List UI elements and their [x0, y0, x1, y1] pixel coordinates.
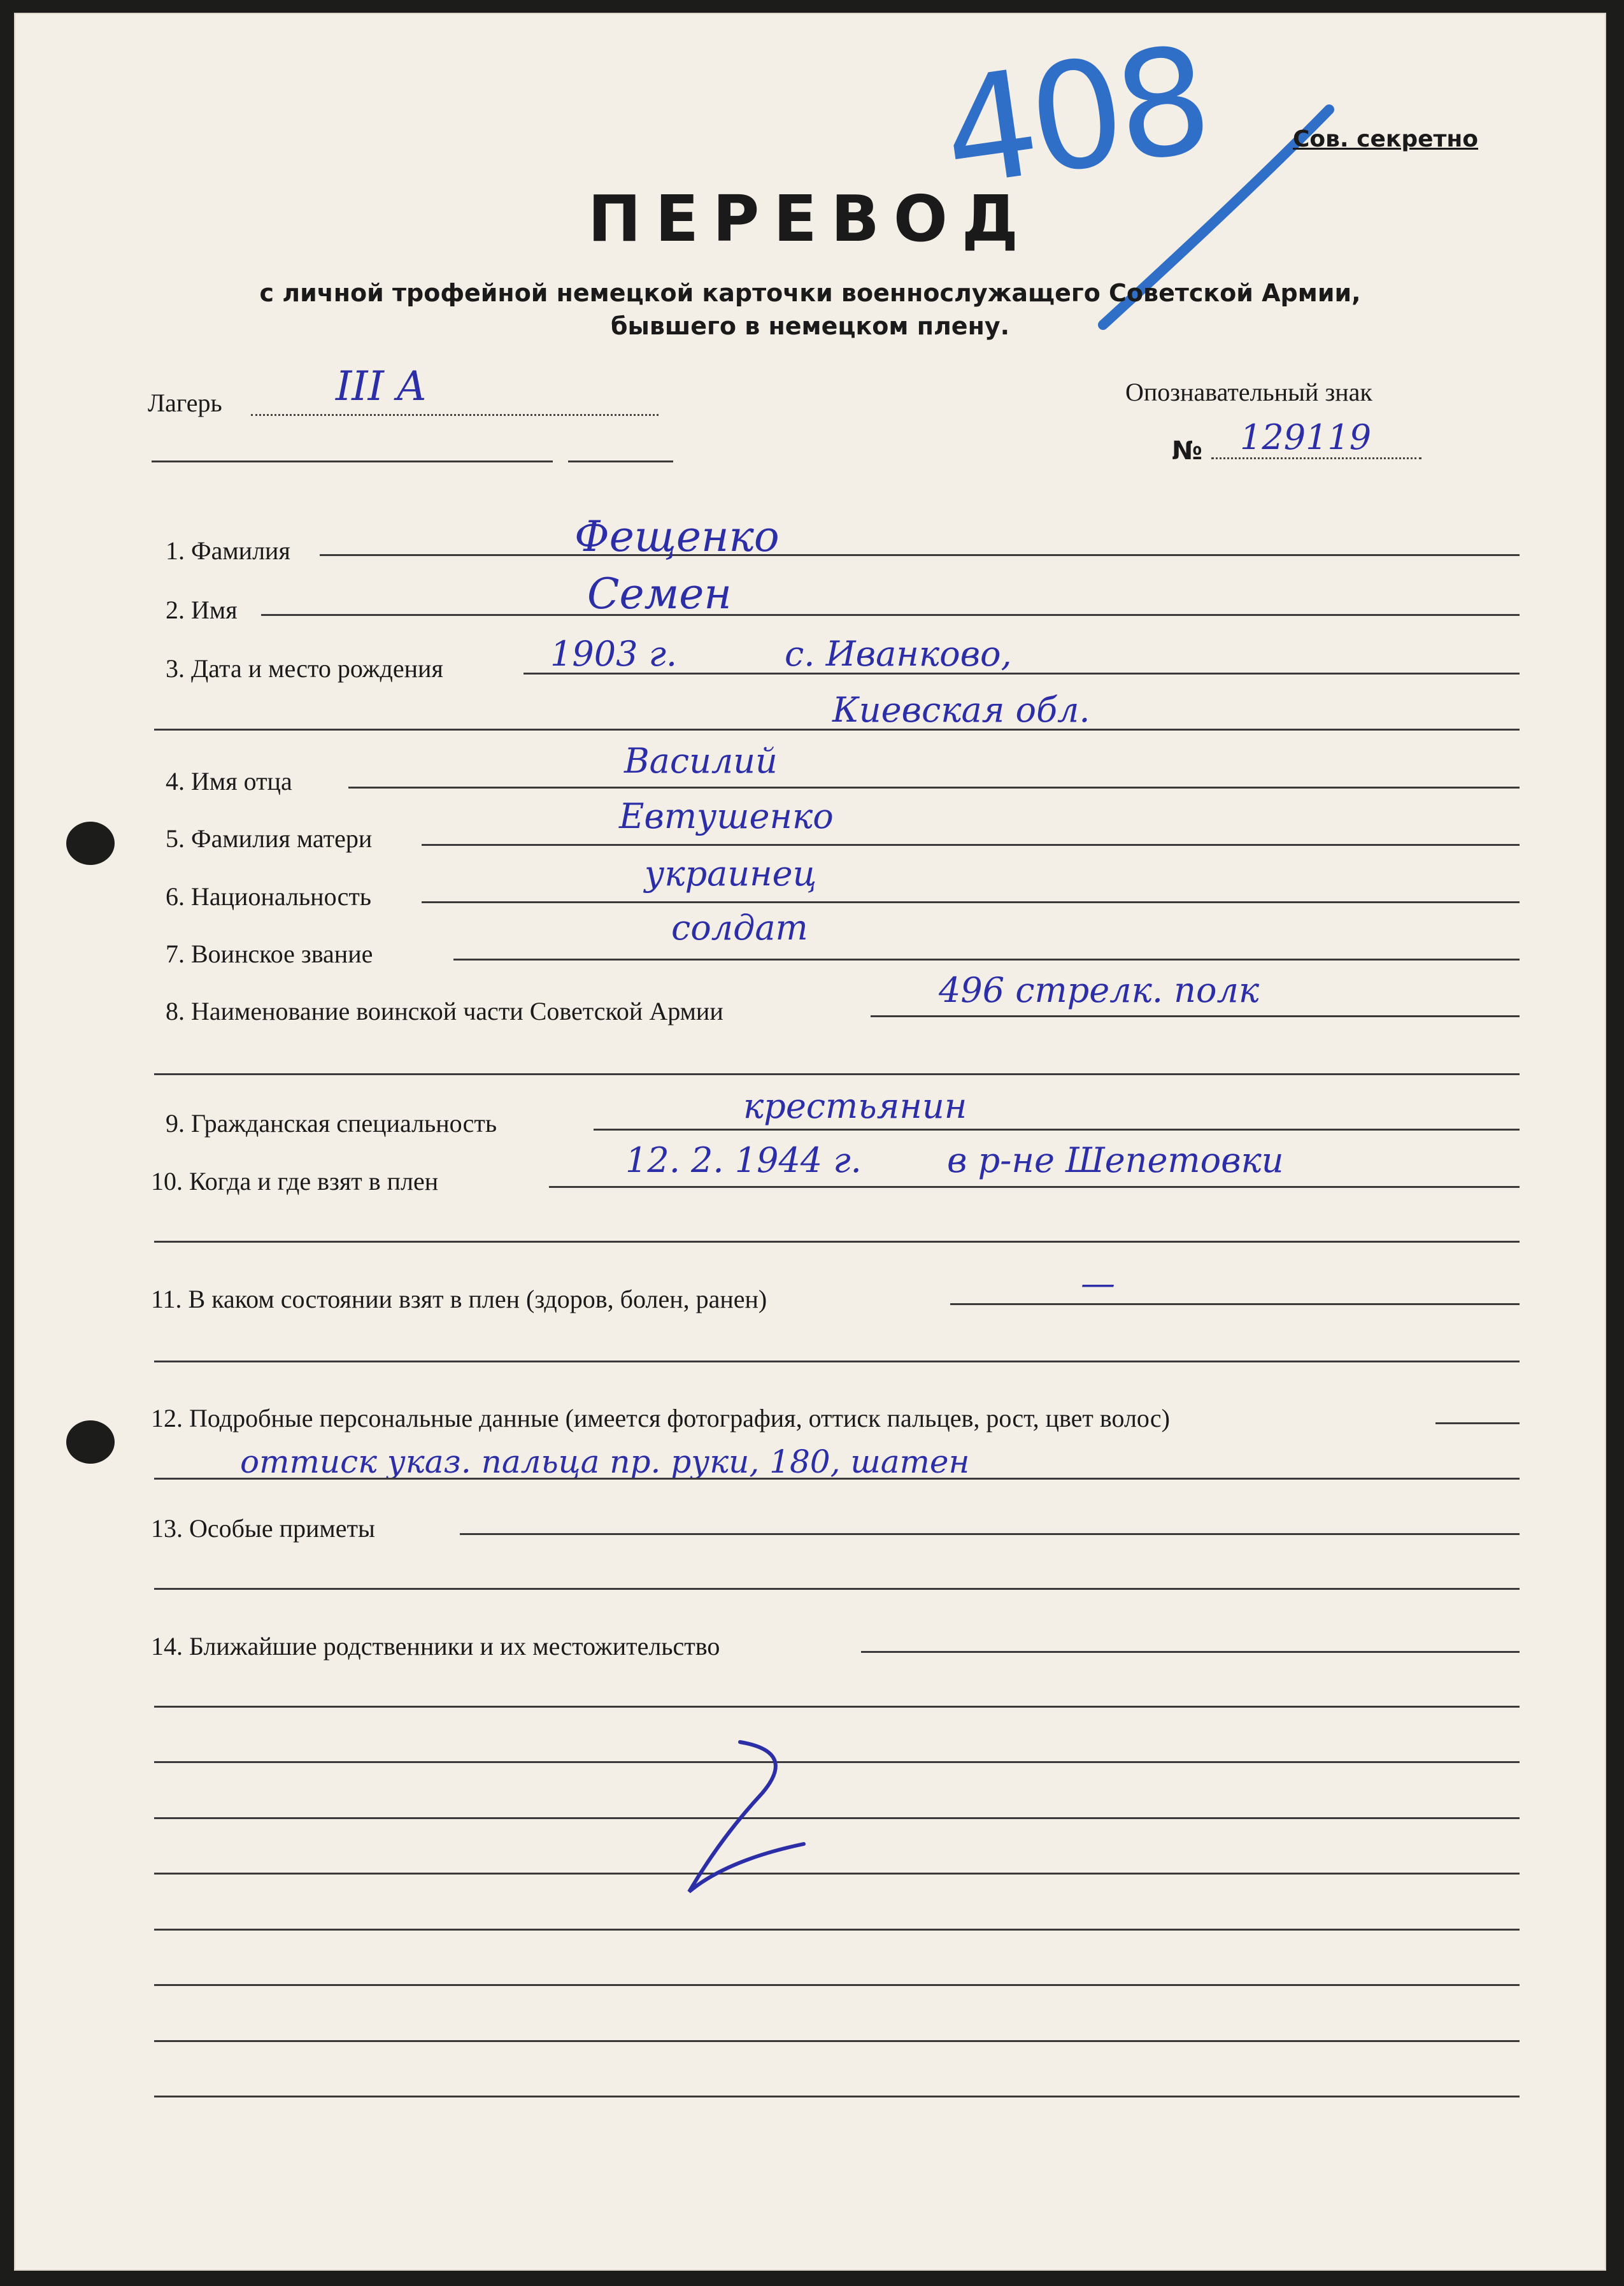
field-6-line: [422, 901, 1520, 903]
field-12-label: 12. Подробные персональные данные (имеется фотография, оттиск пальцев, рост, цвет волос): [151, 1404, 1170, 1432]
field-4-label: 4. Имя отца: [166, 767, 292, 796]
field-10-value-date: 12. 2. 1944 г.: [625, 1140, 862, 1180]
field-11-label: 11. В каком состоянии взят в плен (здоров, болен, ранен): [151, 1285, 767, 1313]
document-subtitle-line2: бывшего в немецком плену.: [610, 312, 1010, 340]
punch-hole-top: [66, 822, 115, 865]
field-9-value: крестьянин: [743, 1086, 967, 1126]
field-12-line: [1435, 1422, 1520, 1424]
field-1-line: [320, 554, 1520, 556]
field-3-value-place: с. Иванково,: [785, 634, 1012, 674]
field-1-label: 1. Фамилия: [166, 536, 290, 565]
field-13-line-2: [154, 1588, 1520, 1590]
classification-label: Сов. секретно: [1293, 126, 1478, 152]
field-14-label: 14. Ближайшие родственники и их местожительство: [151, 1632, 720, 1661]
field-5-label: 5. Фамилия матери: [166, 824, 373, 853]
relatives-line-8: [154, 2096, 1520, 2097]
field-4-value: Василий: [624, 741, 778, 781]
field-5-line: [422, 844, 1520, 846]
id-tag-number-sign: №: [1172, 436, 1203, 466]
camp-label: Лагерь: [148, 389, 222, 417]
field-1-value: Фещенко: [574, 512, 780, 561]
field-7-label: 7. Воинское звание: [166, 939, 373, 968]
relatives-line-6: [154, 1984, 1520, 1986]
field-2-label: 2. Имя: [166, 596, 238, 624]
camp-extra-line-2: [568, 461, 673, 462]
field-10-value-place: в р-не Шепетовки: [947, 1140, 1284, 1180]
field-10-label: 10. Когда и где взят в плен: [151, 1167, 439, 1196]
field-13-label: 13. Особые приметы: [151, 1514, 375, 1543]
field-11-value: —: [1081, 1263, 1115, 1303]
handwritten-signature: [651, 1732, 842, 1924]
relatives-line-5: [154, 1929, 1520, 1931]
field-9-line: [594, 1129, 1520, 1131]
punch-hole-bottom: [66, 1420, 115, 1464]
field-2-line: [261, 614, 1520, 616]
camp-extra-line: [152, 461, 553, 462]
field-10-line-2: [154, 1241, 1520, 1243]
id-tag-label: Опознавательный знак: [1125, 378, 1372, 406]
field-3-value-region: Киевская обл.: [832, 690, 1090, 730]
field-7-line: [453, 959, 1520, 961]
field-5-value: Евтушенко: [619, 796, 834, 836]
field-4-line: [348, 787, 1520, 789]
field-10-line: [549, 1186, 1520, 1188]
field-14-line: [861, 1651, 1520, 1653]
field-11-line-2: [154, 1361, 1520, 1362]
document-title: ПЕРЕВОД: [588, 182, 1032, 256]
field-6-value: украинец: [645, 854, 817, 894]
field-12-value: оттиск указ. пальца пр. руки, 180, шатен: [240, 1443, 970, 1480]
field-13-line: [460, 1533, 1520, 1535]
field-8-line-2: [154, 1073, 1520, 1075]
field-12-line-2: [154, 1478, 1520, 1480]
field-3-value-year: 1903 г.: [550, 634, 678, 674]
field-8-value: 496 стрелк. полк: [939, 970, 1260, 1010]
camp-value: III A: [336, 363, 427, 410]
field-6-label: 6. Национальность: [166, 882, 372, 911]
field-11-line: [950, 1303, 1520, 1305]
id-tag-dotted-line: [1211, 457, 1421, 459]
camp-dotted-line: [251, 414, 659, 416]
field-8-line: [871, 1015, 1520, 1017]
document-subtitle-line1: с личной трофейной немецкой карточки военнослужащего Советской Армии,: [259, 279, 1361, 307]
field-9-label: 9. Гражданская специальность: [166, 1109, 497, 1138]
relatives-line-1: [154, 1706, 1520, 1708]
id-tag-value: 129119: [1240, 417, 1372, 457]
field-7-value: солдат: [671, 908, 808, 948]
field-3-label: 3. Дата и место рождения: [166, 654, 443, 683]
field-8-label: 8. Наименование воинской части Советской Армии: [166, 997, 723, 1025]
relatives-line-7: [154, 2040, 1520, 2042]
document-sheet: [14, 13, 1606, 2271]
field-2-value: Семен: [587, 569, 732, 618]
handwritten-stamp-number: 408: [933, 15, 1215, 220]
